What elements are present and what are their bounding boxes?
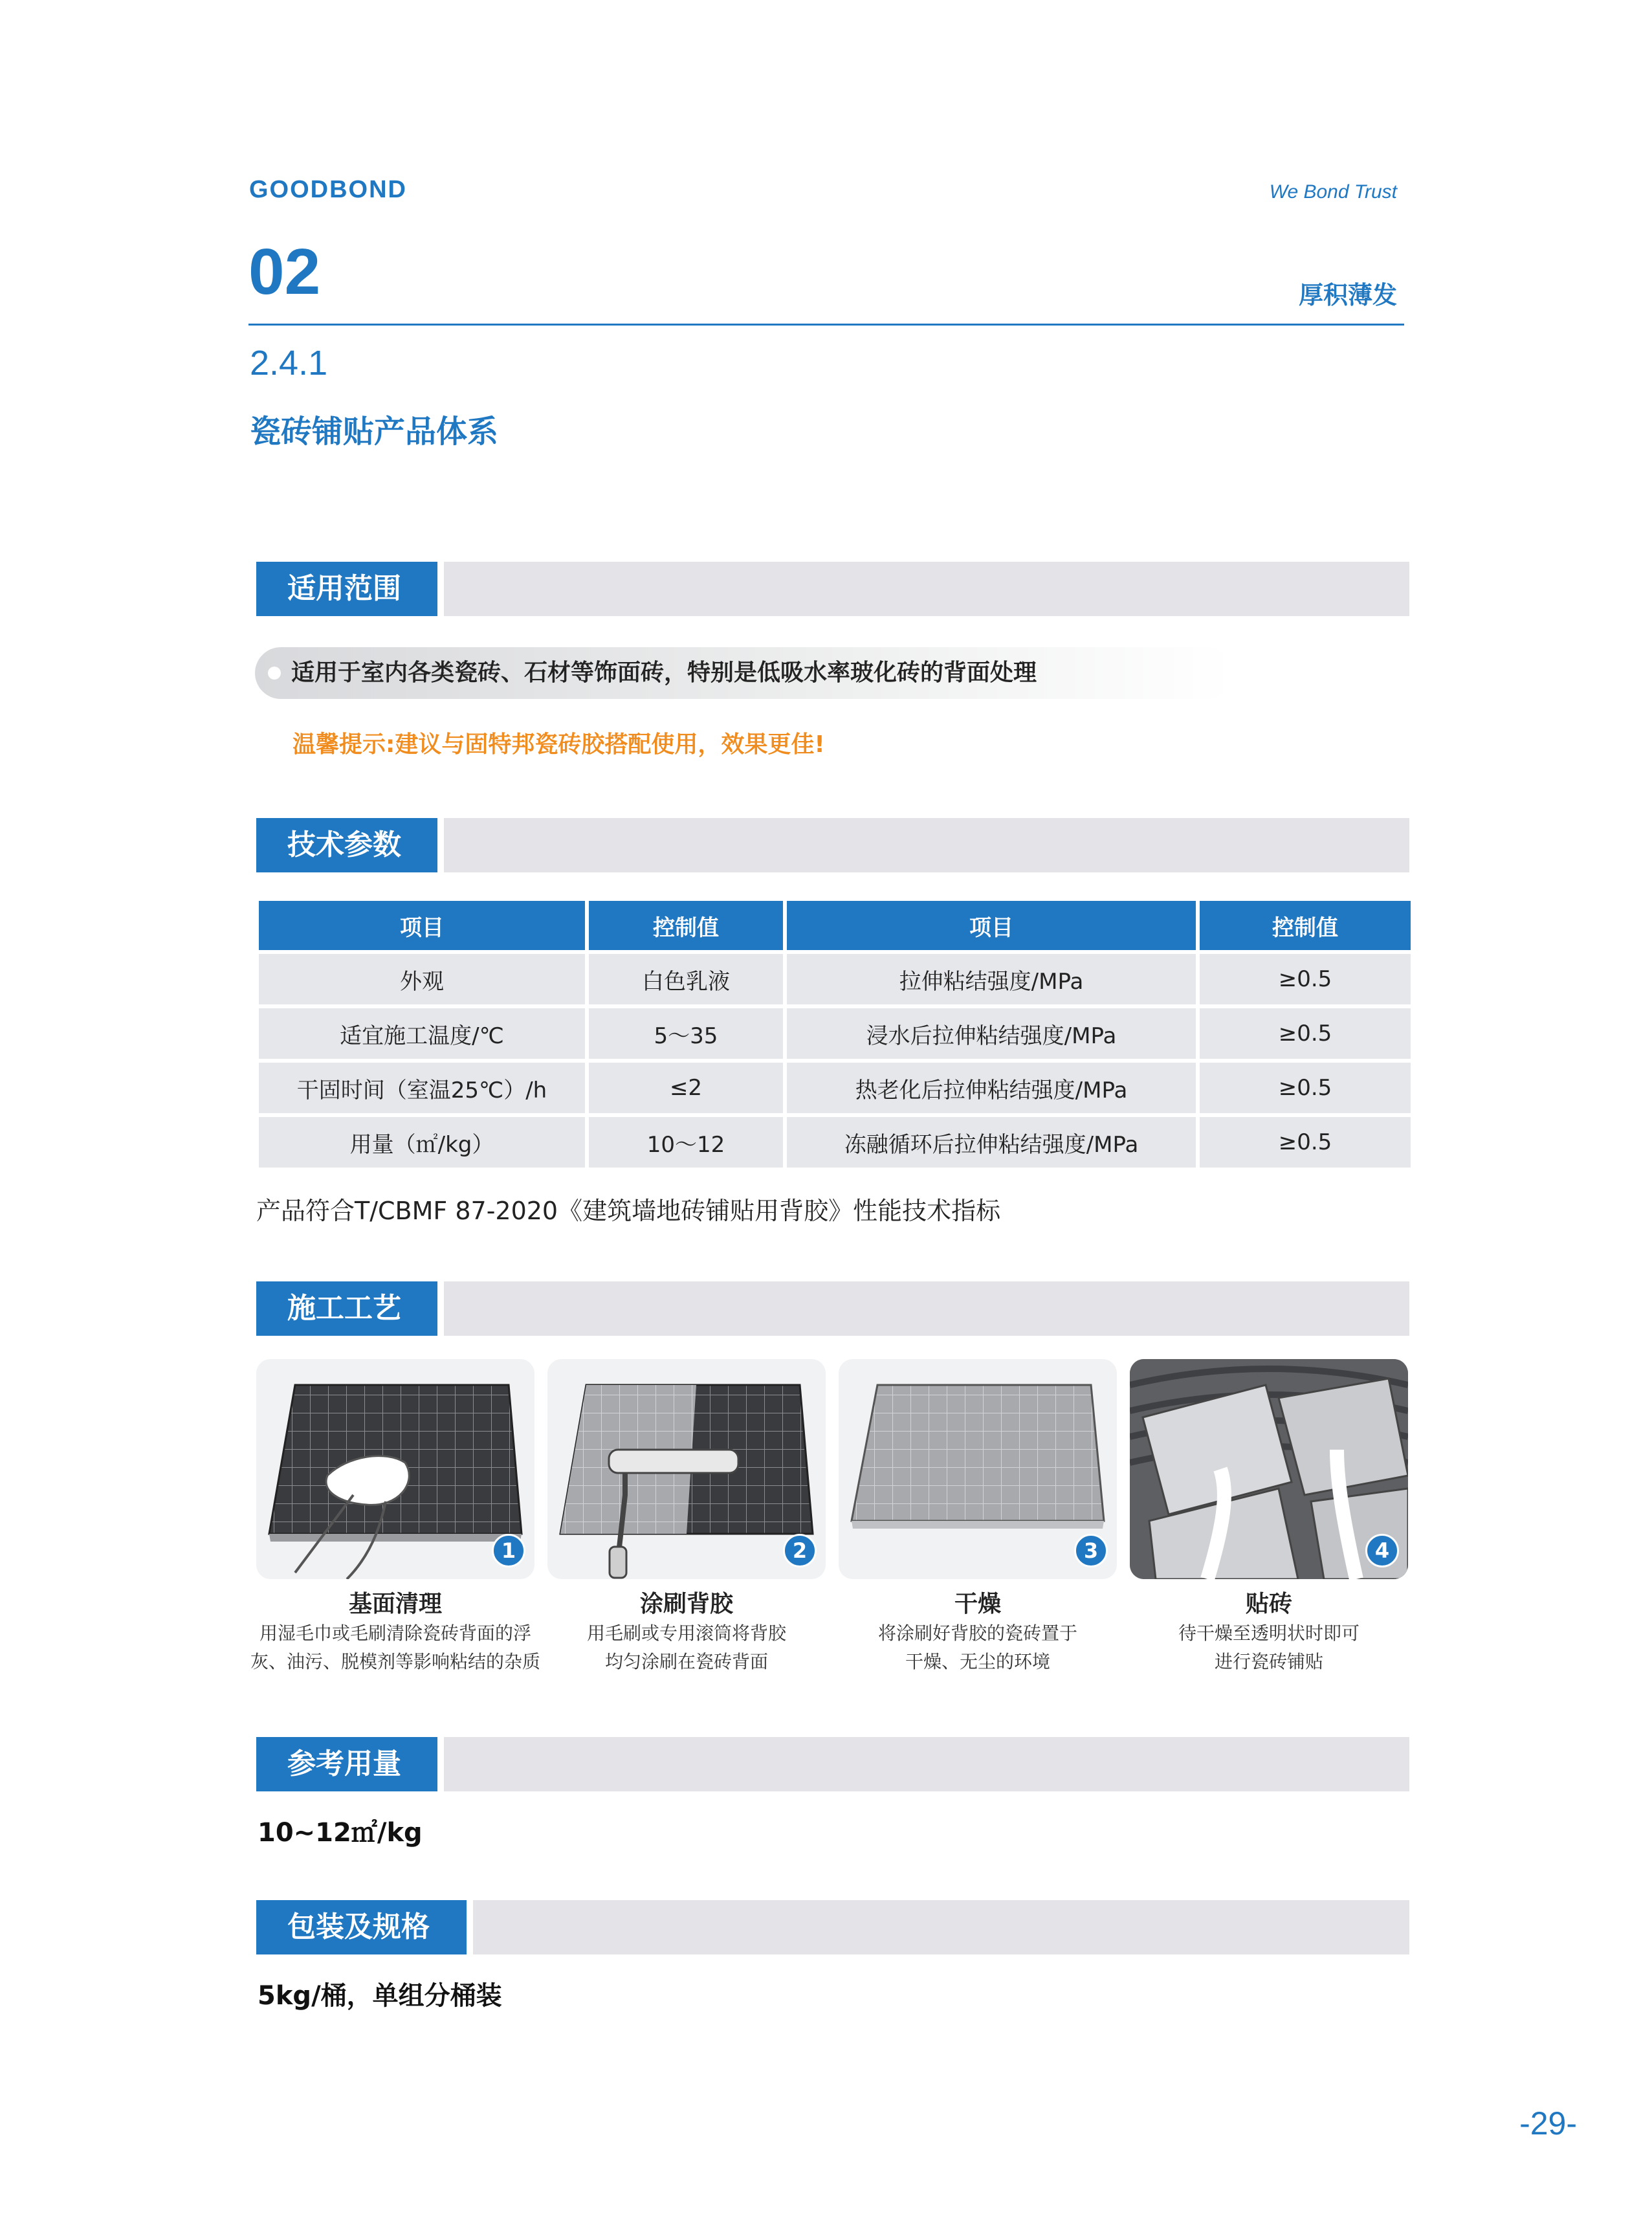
chapter-number: 02: [248, 236, 321, 308]
page-title: 瓷砖铺贴产品体系: [250, 414, 499, 450]
step-1-image: [256, 1359, 534, 1579]
table-cell: ≥0.5: [1200, 954, 1411, 1004]
table-header-row: [259, 901, 1411, 950]
table-cell: 适宜施工温度/℃: [259, 1008, 585, 1059]
step-2-image: [547, 1359, 826, 1579]
table-cell: 外观: [259, 954, 585, 1004]
table-cell: 用量（㎡/kg）: [259, 1117, 585, 1168]
brand-logo: GOODBOND: [249, 176, 407, 203]
scope-text: 适用于室内各类瓷砖、石材等饰面砖，特别是低吸水率玻化砖的背面处理: [291, 659, 1037, 686]
usage-value: 10~12㎡/kg: [258, 1818, 423, 1848]
process-heading-bar: [256, 1281, 1409, 1336]
table-cell: 浸水后拉伸粘结强度/MPa: [787, 1008, 1196, 1059]
package-heading: 包装及规格: [256, 1900, 467, 1954]
column-header: 控制值: [1200, 901, 1411, 950]
table-row: [259, 1063, 1411, 1113]
step-title: 干燥: [954, 1591, 1001, 1617]
table-cell: ≥0.5: [1200, 1117, 1411, 1168]
column-header: 项目: [259, 901, 585, 950]
table-cell: 干固时间（室温25℃）/h: [259, 1063, 585, 1113]
table-row: [259, 1008, 1411, 1059]
scope-heading-bar: [256, 562, 1409, 616]
step-3-image: [839, 1359, 1117, 1579]
package-heading-bar: [256, 1900, 1409, 1954]
table-row: [259, 954, 1411, 1004]
table-cell: 热老化后拉伸粘结强度/MPa: [787, 1063, 1196, 1113]
table-cell: ≥0.5: [1200, 1063, 1411, 1113]
process-heading: 施工工艺: [256, 1281, 437, 1336]
standard-note: 产品符合T/CBMF 87-2020《建筑墙地砖铺贴用背胶》性能技术指标: [256, 1197, 1001, 1225]
step-description: 将涂刷好背胶的瓷砖置于 干燥、无尘的环境: [877, 1622, 1077, 1672]
usage-heading-bar: [256, 1737, 1409, 1791]
table-cell: 5～35: [589, 1008, 783, 1059]
section-number: 2.4.1: [250, 344, 328, 382]
bullet-icon: [268, 667, 281, 680]
table-cell: 拉伸粘结强度/MPa: [787, 954, 1196, 1004]
scope-heading: 适用范围: [256, 562, 437, 616]
step-description: 用湿毛巾或毛刷清除瓷砖背面的浮 灰、油污、脱模剂等影响粘结的杂质: [250, 1622, 540, 1672]
step-description: 用毛刷或专用滚筒将背胶 均匀涂刷在瓷砖背面: [586, 1622, 786, 1672]
table-cell: 白色乳液: [589, 954, 783, 1004]
table-row: [259, 1117, 1411, 1168]
table-cell: 10～12: [589, 1117, 783, 1168]
step-number-badge: 4: [1365, 1534, 1399, 1567]
slogan: We Bond Trust: [1269, 181, 1397, 203]
step-number-badge: 2: [783, 1534, 817, 1567]
chapter-name: 厚积薄发: [1298, 281, 1397, 309]
header-divider: [248, 324, 1404, 326]
step-title: 涂刷背胶: [639, 1591, 733, 1617]
column-header: 项目: [787, 901, 1196, 950]
step-4-image: [1130, 1359, 1408, 1579]
table-cell: ≥0.5: [1200, 1008, 1411, 1059]
step-description: 待干燥至透明状时即可 进行瓷砖铺贴: [1178, 1622, 1360, 1672]
tip-text: 温馨提示:建议与固特邦瓷砖胶搭配使用，效果更佳!: [292, 731, 825, 758]
page-number: -29-: [1519, 2105, 1577, 2142]
table-cell: 冻融循环后拉伸粘结强度/MPa: [787, 1117, 1196, 1168]
scope-item: [255, 647, 1232, 699]
tech-heading: 技术参数: [256, 818, 437, 872]
tech-heading-bar: [256, 818, 1409, 872]
step-title: 基面清理: [348, 1591, 442, 1617]
step-number-badge: 3: [1074, 1534, 1108, 1567]
usage-heading: 参考用量: [256, 1737, 437, 1791]
table-cell: ≤2: [589, 1063, 783, 1113]
package-value: 5kg/桶，单组分桶装: [258, 1981, 502, 2011]
spec-table: [255, 897, 1415, 1171]
column-header: 控制值: [589, 901, 783, 950]
step-number-badge: 1: [492, 1534, 525, 1567]
step-title: 贴砖: [1245, 1591, 1292, 1617]
